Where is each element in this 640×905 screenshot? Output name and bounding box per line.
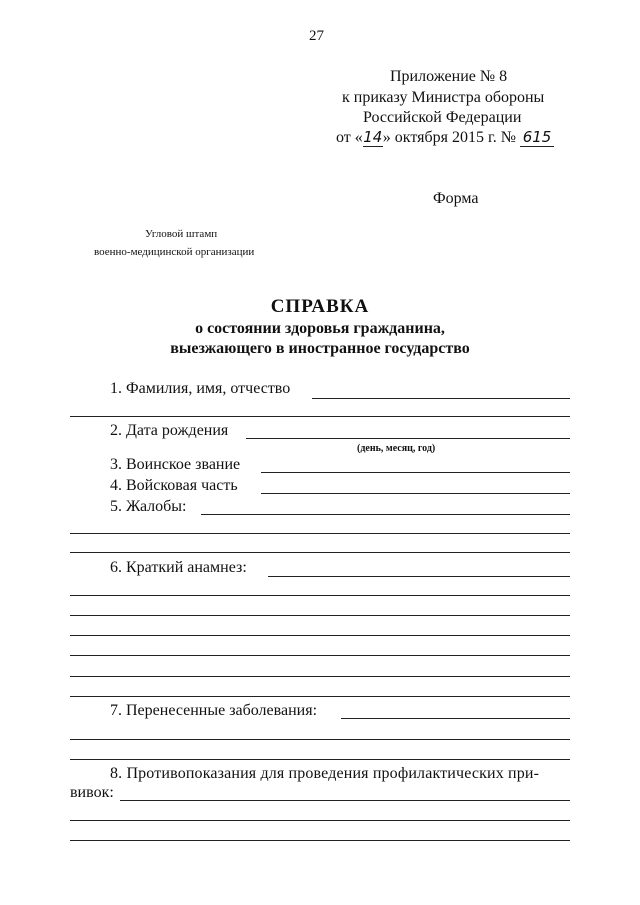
field-line-full-name[interactable] [312, 398, 570, 399]
birth-date-hint: (день, месяц, год) [357, 443, 436, 454]
field-line-contraindications[interactable] [120, 800, 570, 801]
document-subtitle-1: о состоянии здоровья гражданина, [195, 320, 445, 337]
order-number-handwritten: 615 [520, 128, 554, 147]
document-subtitle-2: выезжающего в иностранное государство [170, 340, 470, 357]
field-line-military-unit[interactable] [261, 493, 570, 494]
appendix-order-ref: к приказу Министра обороны [342, 89, 545, 106]
field-label-full-name: 1. Фамилия, имя, отчество [110, 380, 291, 397]
document-title: СПРАВКА [270, 296, 370, 317]
field-label-complaints: 5. Жалобы: [110, 498, 187, 515]
field-line-past-diseases-2[interactable] [70, 739, 570, 740]
field-line-complaints-3[interactable] [70, 552, 570, 553]
field-line-full-name-2[interactable] [70, 416, 570, 417]
field-line-contraindications-2[interactable] [70, 820, 570, 821]
field-line-anamnesis-4[interactable] [70, 635, 570, 636]
field-line-complaints[interactable] [201, 514, 570, 515]
field-line-past-diseases-3[interactable] [70, 759, 570, 760]
field-label-contraindications-cont: вивок: [70, 784, 114, 801]
field-line-past-diseases[interactable] [341, 718, 570, 719]
appendix-title: Приложение № 8 [390, 68, 508, 85]
form-label: Форма [433, 190, 479, 207]
stamp-label-1: Угловой штамп [145, 228, 218, 240]
field-line-anamnesis-7[interactable] [70, 696, 570, 697]
field-line-anamnesis-5[interactable] [70, 655, 570, 656]
appendix-federation: Российской Федерации [363, 109, 522, 126]
field-line-anamnesis-6[interactable] [70, 676, 570, 677]
date-middle: » октября 2015 г. № [382, 129, 517, 146]
field-label-contraindications: 8. Противопоказания для проведения профилактических при- [110, 765, 540, 782]
field-line-complaints-2[interactable] [70, 533, 570, 534]
field-line-rank[interactable] [261, 472, 570, 473]
appendix-date-line [336, 128, 554, 147]
page-number: 27 [309, 28, 324, 44]
stamp-label-2: военно-медицинской организации [94, 246, 255, 258]
field-line-contraindications-3[interactable] [70, 840, 570, 841]
field-label-anamnesis: 6. Краткий анамнез: [110, 559, 247, 576]
field-label-birth-date: 2. Дата рождения [110, 422, 229, 439]
date-prefix: от « [336, 129, 363, 146]
field-label-military-unit: 4. Войсковая часть [110, 477, 238, 494]
date-day-handwritten: 14 [363, 128, 383, 146]
field-line-anamnesis-3[interactable] [70, 615, 570, 616]
field-label-rank: 3. Воинское звание [110, 456, 241, 473]
field-line-birth-date[interactable] [246, 438, 570, 439]
field-line-anamnesis[interactable] [268, 576, 570, 577]
field-line-anamnesis-2[interactable] [70, 595, 570, 596]
field-label-past-diseases: 7. Перенесенные заболевания: [110, 702, 318, 719]
